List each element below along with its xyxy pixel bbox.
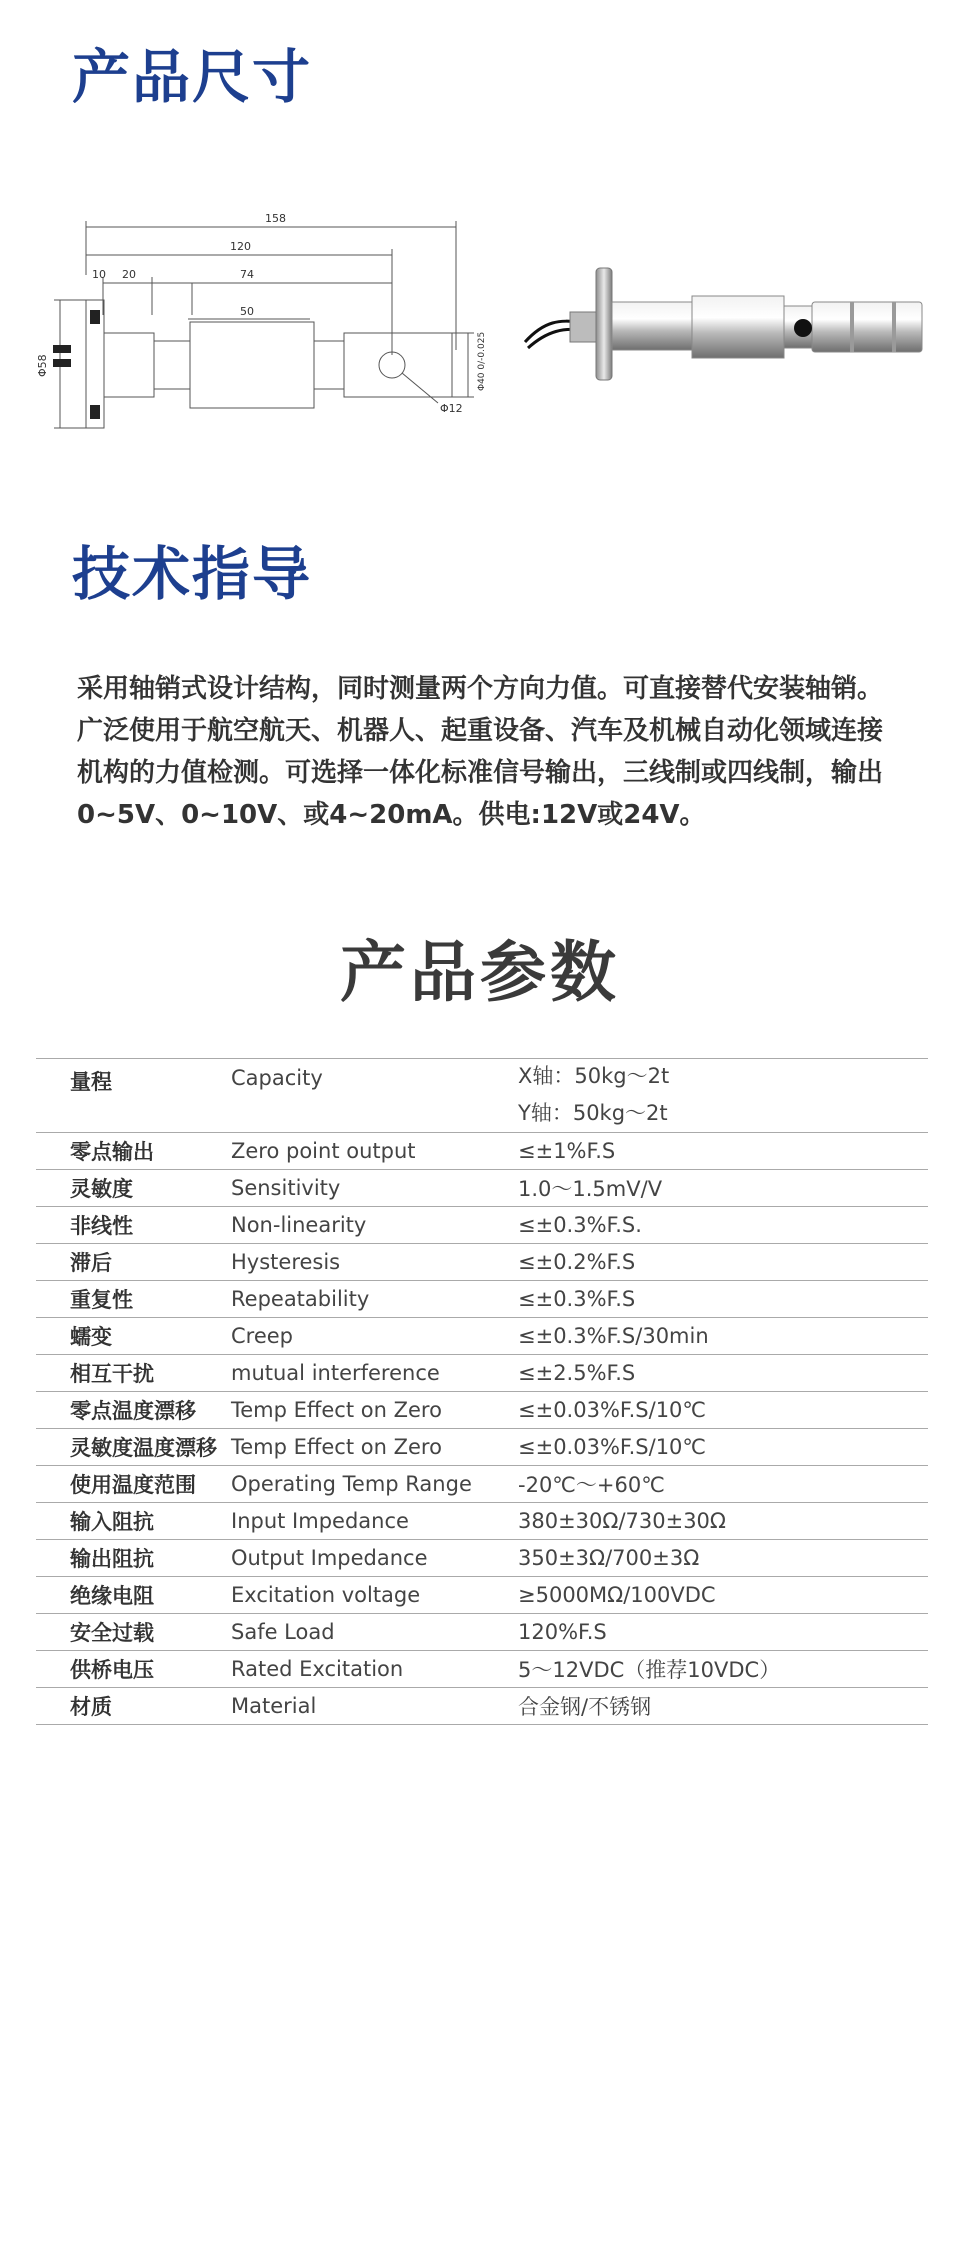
- param-value-x: X轴：50kg～2t: [518, 1064, 670, 1088]
- param-name-en: Excitation voltage: [231, 1583, 421, 1607]
- param-name-cn: 相互干扰: [70, 1362, 154, 1386]
- dim-74: 74: [240, 268, 254, 281]
- tech-title: 技术指导: [72, 540, 313, 608]
- param-name-en: Non-linearity: [231, 1213, 367, 1237]
- param-name-en: Capacity: [231, 1066, 323, 1090]
- dim-phi58: Φ58: [36, 354, 49, 377]
- param-name-en: Output Impedance: [231, 1546, 428, 1570]
- table-row: [36, 1429, 928, 1466]
- param-name-en: Repeatability: [231, 1287, 370, 1311]
- param-name-cn: 材质: [70, 1695, 112, 1719]
- param-value: 380±30Ω/730±30Ω: [518, 1509, 726, 1533]
- param-name-cn: 绝缘电阻: [70, 1584, 154, 1608]
- dim-phi12: Φ12: [440, 402, 463, 415]
- param-value: 350±3Ω/700±3Ω: [518, 1546, 700, 1570]
- param-name-en: Hysteresis: [231, 1250, 341, 1274]
- table-row: [36, 1392, 928, 1429]
- param-value: [518, 1058, 928, 1133]
- param-name-cn: 输出阻抗: [70, 1547, 154, 1571]
- param-value: ≥5000MΩ/100VDC: [518, 1583, 716, 1607]
- table-row: [36, 1170, 928, 1207]
- params-title: 产品参数: [340, 934, 620, 1011]
- table-row: [36, 1281, 928, 1318]
- param-name-en: Rated Excitation: [231, 1657, 404, 1681]
- dimension-drawing: [36, 205, 510, 450]
- param-name-en: Sensitivity: [231, 1176, 341, 1200]
- param-name-cn: 滞后: [70, 1251, 112, 1275]
- table-row: [36, 1577, 928, 1614]
- param-name-en: Material: [231, 1694, 317, 1718]
- param-name-cn: 安全过载: [70, 1621, 154, 1645]
- table-row: [36, 1355, 928, 1392]
- param-value: ≤±0.2%F.S: [518, 1250, 636, 1274]
- param-name-cn: 重复性: [70, 1288, 133, 1312]
- param-value: ≤±2.5%F.S: [518, 1361, 636, 1385]
- param-value: ≤±0.3%F.S/30min: [518, 1324, 709, 1348]
- dim-20: 20: [122, 268, 136, 281]
- table-row: [36, 1503, 928, 1540]
- dim-50: 50: [240, 305, 254, 318]
- product-photo: [520, 250, 930, 400]
- param-name-cn: 供桥电压: [70, 1658, 154, 1682]
- param-name-en: Temp Effect on Zero: [231, 1435, 442, 1459]
- param-name-en: Temp Effect on Zero: [231, 1398, 442, 1422]
- param-value-y: Y轴：50kg～2t: [518, 1101, 668, 1125]
- dim-10: 10: [92, 268, 106, 281]
- param-name-cn: 量程: [70, 1070, 112, 1094]
- param-name-en: Input Impedance: [231, 1509, 409, 1533]
- table-row: [36, 1688, 928, 1725]
- table-row: [36, 1058, 928, 1133]
- table-row: [36, 1540, 928, 1577]
- dim-120: 120: [230, 240, 251, 253]
- param-name-cn: 灵敏度: [70, 1177, 133, 1201]
- table-row: [36, 1207, 928, 1244]
- dim-pin: Φ40 0/-0.025: [477, 331, 487, 391]
- param-name-cn: 零点温度漂移: [70, 1399, 196, 1423]
- param-value: 5～12VDC（推荐10VDC）: [518, 1658, 781, 1682]
- param-name-en: Safe Load: [231, 1620, 335, 1644]
- tech-description: 采用轴销式设计结构，同时测量两个方向力值。可直接替代安装轴销。广泛使用于航空航天、机器人、起重设备、汽车及机械自动化领域连接机构的力值检测。可选择一体化标准信号输出，三线制或四线制，输出0~5V、0~10V、或4~20mA。供电:12V或24V。: [77, 674, 884, 830]
- param-name-en: mutual interference: [231, 1361, 440, 1385]
- param-value: ≤±0.03%F.S/10℃: [518, 1398, 706, 1422]
- param-value: 1.0～1.5mV/V: [518, 1177, 663, 1201]
- param-value: ≤±0.3%F.S: [518, 1287, 636, 1311]
- dim-158: 158: [265, 212, 286, 225]
- params-table: [36, 1058, 928, 1725]
- param-name-en: Operating Temp Range: [231, 1472, 472, 1496]
- dimensions-title: 产品尺寸: [72, 43, 313, 111]
- table-row: [36, 1244, 928, 1281]
- table-row: [36, 1651, 928, 1688]
- table-row: [36, 1133, 928, 1170]
- table-row: [36, 1318, 928, 1355]
- param-value: 合金钢/不锈钢: [518, 1695, 652, 1719]
- param-name-en: Creep: [231, 1324, 294, 1348]
- param-value: -20℃～+60℃: [518, 1473, 665, 1497]
- param-name-cn: 输入阻抗: [70, 1510, 154, 1534]
- param-value: 120%F.S: [518, 1620, 607, 1644]
- param-value: ≤±0.03%F.S/10℃: [518, 1435, 706, 1459]
- param-value: ≤±0.3%F.S.: [518, 1213, 642, 1237]
- table-row: [36, 1614, 928, 1651]
- param-value: ≤±1%F.S: [518, 1139, 616, 1163]
- table-row: [36, 1466, 928, 1503]
- param-name-cn: 非线性: [70, 1214, 133, 1238]
- param-name-en: Zero point output: [231, 1139, 416, 1163]
- param-name-cn: 零点输出: [70, 1140, 154, 1164]
- param-name-cn: 蠕变: [70, 1325, 112, 1349]
- param-name-cn: 使用温度范围: [70, 1473, 196, 1497]
- param-name-cn: 灵敏度温度漂移: [70, 1436, 217, 1460]
